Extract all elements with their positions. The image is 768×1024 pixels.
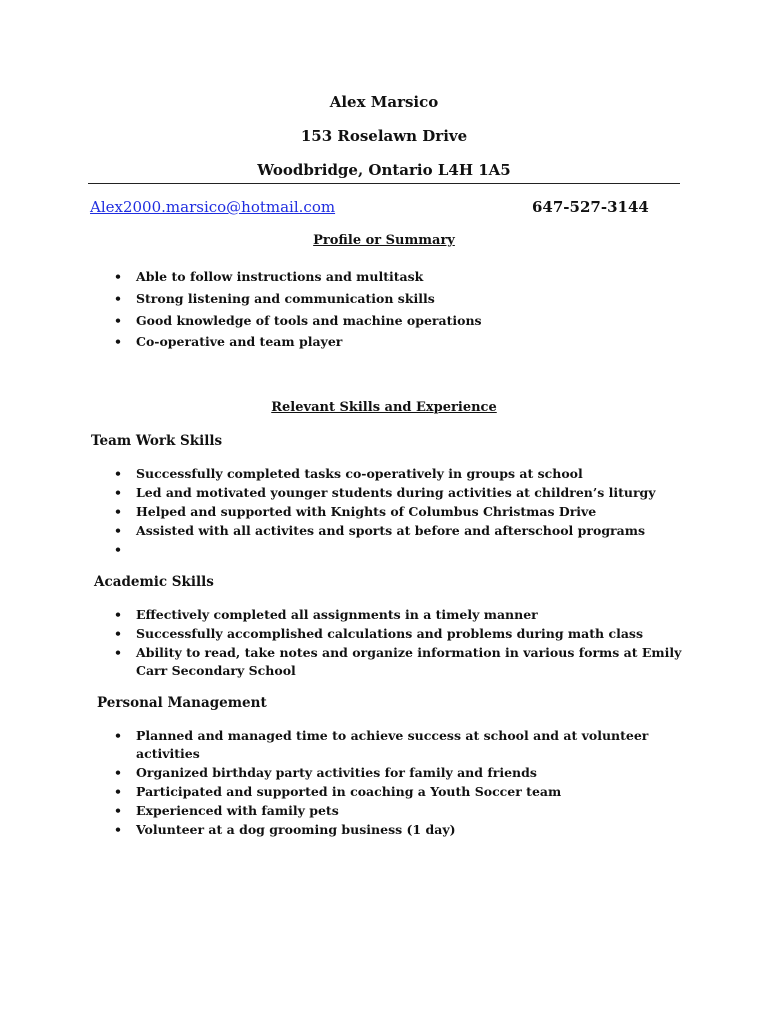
list-item: • Led and motivated younger students during activities at children’s liturgy bbox=[0, 484, 700, 502]
list-item bbox=[0, 541, 700, 559]
list-item: • Assisted with all activites and sports at before and afterschool programs bbox=[0, 522, 700, 540]
phone-number: 647-527-3144 bbox=[532, 198, 649, 216]
street-address: 153 Roselawn Drive bbox=[300, 127, 468, 145]
list-item: • Good knowledge of tools and machine operations bbox=[0, 312, 700, 330]
teamwork-heading: Team Work Skills bbox=[91, 433, 223, 449]
list-item: • Successfully completed tasks co-operatively in groups at school bbox=[0, 465, 700, 483]
list-item: • Co-operative and team player bbox=[0, 333, 700, 351]
list-item: • Ability to read, take notes and organize information in various forms at Emily Carr Secondary School bbox=[0, 644, 700, 680]
profile-heading: Profile or Summary bbox=[313, 233, 455, 248]
list-item: • Organized birthday party activities for family and friends bbox=[0, 764, 700, 782]
personal-list bbox=[0, 727, 700, 840]
list-item: • Volunteer at a dog grooming business (1 day) bbox=[0, 821, 700, 839]
profile-list bbox=[0, 268, 700, 355]
list-item: • Helped and supported with Knights of Columbus Christmas Drive bbox=[0, 503, 700, 521]
city-address: Woodbridge, Ontario L4H 1A5 bbox=[257, 161, 511, 179]
list-item: • Able to follow instructions and multitask bbox=[0, 268, 700, 286]
list-item: • Participated and supported in coaching a Youth Soccer team bbox=[0, 783, 700, 801]
list-item: • Experienced with family pets bbox=[0, 802, 700, 820]
academic-heading: Academic Skills bbox=[94, 574, 214, 590]
list-item: • Planned and managed time to achieve success at school and at volunteer activities bbox=[0, 727, 700, 763]
teamwork-list bbox=[0, 465, 700, 560]
academic-list bbox=[0, 606, 700, 681]
applicant-name: Alex Marsico bbox=[329, 93, 439, 111]
email-link[interactable]: Alex2000.marsico@hotmail.com bbox=[90, 198, 336, 216]
list-item: • Successfully accomplished calculations and problems during math class bbox=[0, 625, 700, 643]
header-divider bbox=[88, 183, 680, 184]
personal-heading: Personal Management bbox=[97, 695, 267, 711]
list-item: • Strong listening and communication skills bbox=[0, 290, 700, 308]
skills-heading: Relevant Skills and Experience bbox=[271, 400, 497, 415]
list-item: • Effectively completed all assignments in a timely manner bbox=[0, 606, 700, 624]
